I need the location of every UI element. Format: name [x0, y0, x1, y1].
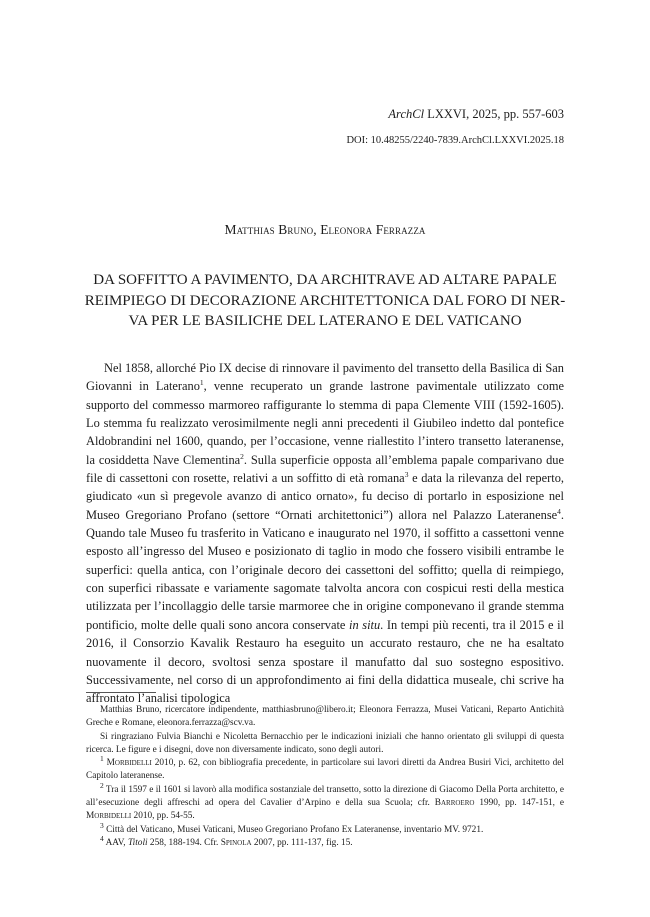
footnote-3	[86, 820, 564, 837]
running-head	[388, 107, 564, 122]
footnote-thanks: Si ringraziano Fulvia Bianchi e Nicoletta Bernacchio per le indicazioni iniziali che hanno orientato gli sviluppi di questa ricerca. Le figure e i disegni, dove non diversamente indicato, sono degli autori.	[86, 731, 564, 755]
footnote-text: Tra il 1597 e il 1601 si lavorò alla modifica sostanziale del transetto, sotto la direzione di Giacomo Della Porta architetto, e all’esecuzione degli affreschi ad opera del Cavalier d’Arpino e della sua Scuola; cfr.	[86, 784, 565, 809]
cited-author: Morbidelli	[106, 758, 152, 769]
footnote-number: 3	[100, 820, 104, 830]
footnote-number: 4	[100, 833, 104, 843]
footnote-number: 2	[100, 780, 104, 790]
footnote-divider	[86, 692, 156, 693]
volume-pages: LXXVI, 2025, pp. 557-603	[427, 107, 564, 121]
footnote-ref: 3	[404, 469, 409, 479]
footnotes	[86, 704, 564, 850]
title-line: DA SOFFITTO A PAVIMENTO, DA ARCHITRAVE AD ALTARE PAPALE	[93, 272, 557, 288]
footnote-text: 2007, pp. 111-137, fig. 15.	[251, 837, 353, 848]
cited-author: Spinola	[220, 837, 252, 848]
footnote-text: Città del Vaticano, Musei Vaticani, Museo Gregoriano Profano Ex Lateranense, inventario MV. 9721.	[106, 824, 484, 835]
footnote-1	[86, 754, 564, 784]
footnote-affiliation: Matthias Bruno, ricercatore indipendente, matthiasbruno@libero.it; Eleonora Ferrazza, Musei Vaticani, Reparto Antichità Greche e Romane, eleonora.ferrazza@scv.va.	[86, 705, 564, 729]
body-text-segment: . Sulla superficie opposta all’emblema papale comparivano due file di cassettoni con rosette, relativi a un soffitto di età romana	[86, 452, 564, 486]
italic-title: Titoli	[127, 837, 148, 848]
doi: DOI: 10.48255/2240-7839.ArchCl.LXXVI.2025.18	[346, 135, 564, 146]
body-paragraph	[86, 359, 564, 708]
footnote-ref: 4	[557, 506, 561, 516]
footnote-text: AAV,	[105, 837, 128, 848]
italic-term: in situ	[349, 617, 381, 632]
footnote-text: 2010, pp. 54-55.	[131, 811, 195, 822]
title-line: VA PER LE BASILICHE DEL LATERANO E DEL VATICANO	[128, 313, 522, 329]
footnote-text: 258, 188-194. Cfr.	[147, 837, 221, 848]
article-title	[80, 270, 570, 332]
cited-author: Barroero	[434, 798, 475, 809]
footnote-4	[86, 833, 564, 850]
footnote-ref: 2	[240, 451, 244, 461]
title-line: REIMPIEGO DI DECORAZIONE ARCHITETTONICA DAL FORO DI NER-	[84, 292, 566, 309]
footnote-number: 1	[100, 754, 104, 764]
body-text-segment: Nel 1858, allorché Pio IX decise di rinnovare il pavimento del transetto della Basilica di San Giovanni in Laterano	[86, 361, 564, 394]
footnote-text: 1990, pp. 147-151, e	[474, 798, 564, 809]
cited-author: Morbidelli	[86, 811, 132, 822]
journal-abbr: ArchCl	[388, 107, 425, 121]
body-text-segment: . In tempi più recenti, tra il 2015 e il 2016, il Consorzio Kavalik Restauro ha eseguito un accurato restauro, che ne ha esaltato nuovamente il decoro, svoltosi senza spostare il manufatto dal suo sostegno espositivo. Successivamente, nel corso di un approfondimento ai fini della didattica museale, chi scrive ha affrontato l’analisi tipologica	[86, 617, 565, 706]
body-text-segment: . Quando tale Museo fu trasferito in Vaticano e inaugurato nel 1970, il soffitto a cassettoni venne esposto all’ingresso del Museo e posizionato di taglio in modo che fossero visibili entrambe le superfici: quella antica, con l’originale decoro dei cassettoni del soffitto; quella di reimpiego, con superfici ribassate e variamente sagomate talvolta ancora con cospicui resti della mestica utilizzata per l’incollaggio delle tarsie marmoree che in origine componevano il grande stemma pontificio, molte delle quali sono ancora conservate	[86, 507, 564, 632]
footnote-text: 2010, p. 62, con bibliografia precedente, in particolare sui lavori diretti da Andrea Busiri Vici, architetto del Capitolo lateranense.	[86, 758, 564, 782]
body-text-segment: e data la rilevanza del reperto, giudicato «un sì pregevole avanzo di antico ornato», fu deciso di portarlo in esposizione nel Museo Gregoriano Profano (settore “Ornati architettonici”) allora nel Palazzo Lateranense	[86, 471, 564, 522]
footnote-ref: 1	[199, 378, 204, 388]
authors: Matthias Bruno, Eleonora Ferrazza	[224, 222, 426, 237]
footnote-2	[86, 780, 565, 824]
body-text-segment: , venne recuperato un grande lastrone pavimentale utilizzato come supporto del commesso marmoreo raffigurante lo stemma di papa Clemente VIII (1592-1605). Lo stemma fu realizzato verosimilmente negli anni precedenti il Giubileo indetto dal pontefice Aldobrandini nel 1600, quando, per l’occasione, venne riallestito l’intero transetto lateranense, la cosiddetta Nave Clementina	[86, 379, 564, 467]
